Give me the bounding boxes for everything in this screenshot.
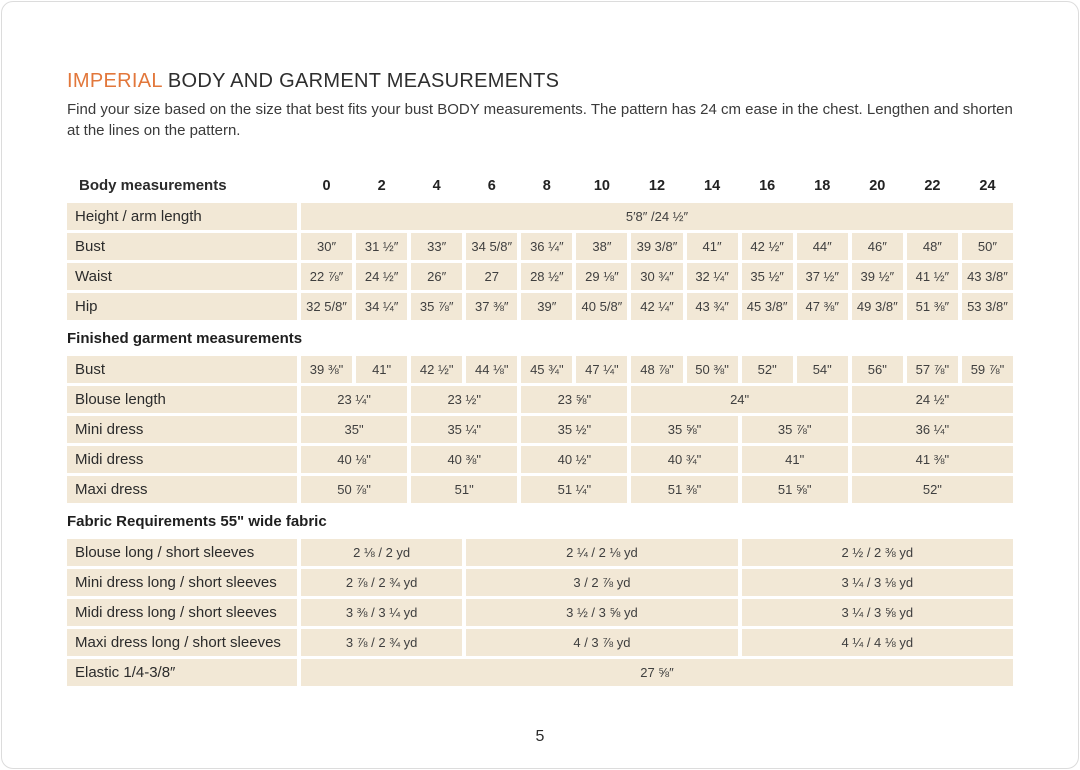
table-row — [67, 386, 1013, 413]
measurement-cell: 28 ½″ — [521, 263, 572, 290]
measurement-cell: 37 ⅜″ — [466, 293, 517, 320]
measurement-cell: 34 ¼″ — [356, 293, 407, 320]
row-label: Height / arm length — [67, 203, 297, 230]
row-label: Midi dress — [67, 446, 297, 473]
measurement-cell: 52" — [852, 476, 1013, 503]
size-column-header: 6 — [466, 172, 517, 199]
measurement-cell: 51 ⅜" — [631, 476, 737, 503]
size-column-header: 4 — [411, 172, 462, 199]
measurement-cell: 39 3/8″ — [631, 233, 682, 260]
row-label: Mini dress — [67, 416, 297, 443]
measurement-cell: 47 ⅜″ — [797, 293, 848, 320]
measurement-cell: 41" — [742, 446, 848, 473]
measurement-cell: 23 ¼" — [301, 386, 407, 413]
measurement-cell: 35 ⅞" — [742, 416, 848, 443]
page-content — [2, 2, 1078, 686]
measurement-table — [67, 172, 1013, 686]
table-row — [67, 446, 1013, 473]
measurement-cell: 54" — [797, 356, 848, 383]
row-label: Mini dress long / short sleeves — [67, 569, 297, 596]
measurement-cell: 59 ⅞" — [962, 356, 1013, 383]
row-label: Blouse length — [67, 386, 297, 413]
measurement-cell: 39″ — [521, 293, 572, 320]
row-label: Maxi dress long / short sleeves — [67, 629, 297, 656]
measurement-cell: 49 3/8″ — [852, 293, 903, 320]
size-column-header: 2 — [356, 172, 407, 199]
row-label: Maxi dress — [67, 476, 297, 503]
measurement-cell: 24 ½" — [852, 386, 1013, 413]
row-label: Bust — [67, 356, 297, 383]
measurement-cell: 22 ⅞″ — [301, 263, 352, 290]
table-row — [67, 599, 1013, 626]
measurement-cell: 41″ — [687, 233, 738, 260]
size-column-header: 0 — [301, 172, 352, 199]
intro-text: Find your size based on the size that best fits your bust BODY measurements. The pattern has 24 cm ease in the chest. Lengthen and shorten at the lines on the pattern. — [67, 101, 1013, 139]
size-column-header: 14 — [687, 172, 738, 199]
measurement-cell: 38″ — [576, 233, 627, 260]
measurement-cell: 27 — [466, 263, 517, 290]
measurement-cell: 45 3/8″ — [742, 293, 793, 320]
measurement-cell: 40 ⅜" — [411, 446, 517, 473]
measurement-cell: 36 ¼" — [852, 416, 1013, 443]
measurement-cell: 40 5/8″ — [576, 293, 627, 320]
title-rest: BODY AND GARMENT MEASUREMENTS — [162, 70, 560, 92]
size-header-row — [67, 172, 1013, 199]
measurement-cell: 48″ — [907, 233, 958, 260]
measurement-cell: 30″ — [301, 233, 352, 260]
measurement-cell: 32 5/8″ — [301, 293, 352, 320]
measurement-cell: 42 ½" — [411, 356, 462, 383]
measurement-cell: 53 3/8″ — [962, 293, 1013, 320]
size-column-header: 8 — [521, 172, 572, 199]
measurement-cell: 3 ¼ / 3 ⅛ yd — [742, 569, 1013, 596]
measurement-cell: 3 ¼ / 3 ⅝ yd — [742, 599, 1013, 626]
table-row — [67, 416, 1013, 443]
row-label: Waist — [67, 263, 297, 290]
size-column-header: 12 — [631, 172, 682, 199]
measurement-cell: 39 ⅜" — [301, 356, 352, 383]
measurement-cell: 36 ¼″ — [521, 233, 572, 260]
measurement-cell: 50 ⅞" — [301, 476, 407, 503]
measurement-cell: 35 ⅞″ — [411, 293, 462, 320]
measurement-cell: 35 ⅝" — [631, 416, 737, 443]
measurement-cell: 44 ⅛" — [466, 356, 517, 383]
table-row — [67, 356, 1013, 383]
measurement-cell: 35" — [301, 416, 407, 443]
measurement-cell: 41" — [356, 356, 407, 383]
measurement-cell: 31 ½″ — [356, 233, 407, 260]
measurement-cell: 26″ — [411, 263, 462, 290]
measurement-cell: 35 ½" — [521, 416, 627, 443]
measurement-cell: 4 / 3 ⅞ yd — [466, 629, 737, 656]
measurement-cell: 50″ — [962, 233, 1013, 260]
table-row — [67, 476, 1013, 503]
size-column-header: 24 — [962, 172, 1013, 199]
measurement-cell: 34 5/8″ — [466, 233, 517, 260]
table-row — [67, 233, 1013, 260]
measurement-cell: 5′8″ /24 ½″ — [301, 203, 1013, 230]
measurement-cell: 2 ⅛ / 2 yd — [301, 539, 462, 566]
measurement-cell: 40 ⅛" — [301, 446, 407, 473]
table-row — [67, 203, 1013, 230]
measurement-cell: 4 ¼ / 4 ⅛ yd — [742, 629, 1013, 656]
title-highlight: IMPERIAL — [67, 70, 163, 92]
section-header: Finished garment measurements — [67, 329, 303, 347]
measurement-cell: 3 ⅞ / 2 ¾ yd — [301, 629, 462, 656]
row-label: Midi dress long / short sleeves — [67, 599, 297, 626]
measurement-cell: 44″ — [797, 233, 848, 260]
document-page — [1, 1, 1079, 769]
measurement-cell: 3 ½ / 3 ⅝ yd — [466, 599, 737, 626]
measurement-cell: 41 ½″ — [907, 263, 958, 290]
row-label: Elastic 1/4-3/8″ — [67, 659, 297, 686]
measurement-cell: 29 ⅛″ — [576, 263, 627, 290]
measurement-cell: 35 ¼" — [411, 416, 517, 443]
measurement-cell: 42 ¼″ — [631, 293, 682, 320]
measurement-cell: 43 3/8″ — [962, 263, 1013, 290]
measurement-cell: 32 ¼″ — [687, 263, 738, 290]
measurement-cell: 2 ½ / 2 ⅜ yd — [742, 539, 1013, 566]
measurement-cell: 52" — [742, 356, 793, 383]
measurement-cell: 42 ½″ — [742, 233, 793, 260]
measurement-cell: 3 / 2 ⅞ yd — [466, 569, 737, 596]
table-row — [67, 263, 1013, 290]
measurement-cell: 51 ⅝" — [742, 476, 848, 503]
measurement-cell: 33″ — [411, 233, 462, 260]
measurement-cell: 23 ⅝" — [521, 386, 627, 413]
measurement-cell: 40 ½" — [521, 446, 627, 473]
page-title — [67, 70, 1013, 93]
section-header: Fabric Requirements 55" wide fabric — [67, 512, 327, 530]
measurement-cell: 41 ⅜" — [852, 446, 1013, 473]
measurement-cell: 35 ½″ — [742, 263, 793, 290]
size-column-header: 22 — [907, 172, 958, 199]
size-column-header: 20 — [852, 172, 903, 199]
measurement-cell: 47 ¼" — [576, 356, 627, 383]
measurement-cell: 27 ⅝″ — [301, 659, 1013, 686]
measurement-cell: 40 ¾" — [631, 446, 737, 473]
measurement-cell: 51 ⅜″ — [907, 293, 958, 320]
measurement-cell: 30 ¾″ — [631, 263, 682, 290]
measurement-cell: 46″ — [852, 233, 903, 260]
measurement-cell: 43 ¾″ — [687, 293, 738, 320]
row-label: Blouse long / short sleeves — [67, 539, 297, 566]
table-row — [67, 293, 1013, 320]
measurement-cell: 57 ⅞" — [907, 356, 958, 383]
measurement-cell: 48 ⅞" — [631, 356, 682, 383]
size-column-header: 18 — [797, 172, 848, 199]
table-row — [67, 659, 1013, 686]
table-row — [67, 629, 1013, 656]
table-row — [67, 569, 1013, 596]
row-label: Hip — [67, 293, 297, 320]
measurement-cell: 37 ½″ — [797, 263, 848, 290]
size-header-label: Body measurements — [67, 172, 297, 199]
measurement-cell: 51" — [411, 476, 517, 503]
page-number: 5 — [535, 728, 545, 745]
measurement-cell: 51 ¼" — [521, 476, 627, 503]
measurement-cell: 45 ¾" — [521, 356, 572, 383]
size-column-header: 10 — [576, 172, 627, 199]
table-row — [67, 539, 1013, 566]
measurement-cell: 2 ⅞ / 2 ¾ yd — [301, 569, 462, 596]
measurement-cell: 39 ½″ — [852, 263, 903, 290]
measurement-cell: 24" — [631, 386, 847, 413]
measurement-cell: 24 ½″ — [356, 263, 407, 290]
measurement-cell: 50 ⅜" — [687, 356, 738, 383]
measurement-cell: 3 ⅜ / 3 ¼ yd — [301, 599, 462, 626]
measurement-cell: 2 ¼ / 2 ⅛ yd — [466, 539, 737, 566]
row-label: Bust — [67, 233, 297, 260]
measurement-cell: 56" — [852, 356, 903, 383]
size-column-header: 16 — [742, 172, 793, 199]
measurement-cell: 23 ½" — [411, 386, 517, 413]
